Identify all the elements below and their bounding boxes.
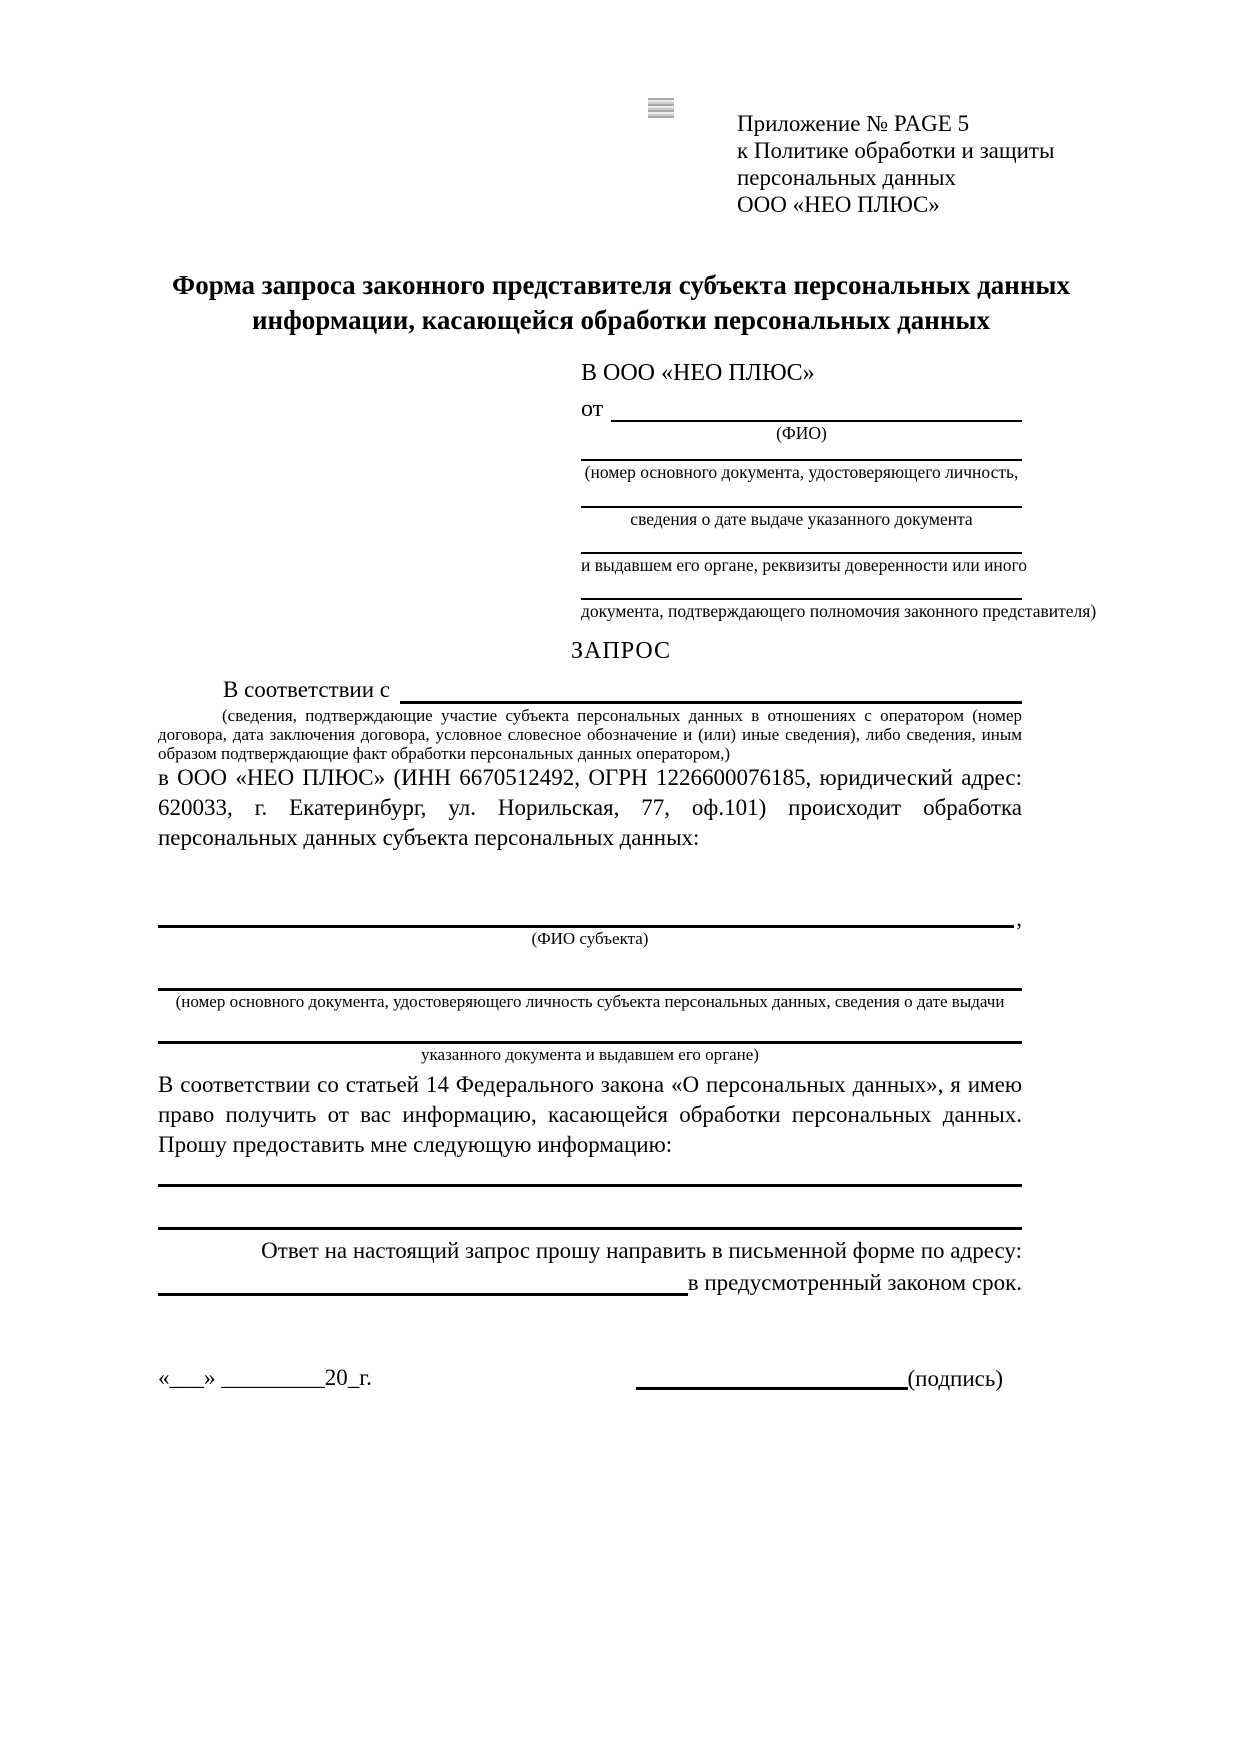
authority-document-caption: документа, подтверждающего полномочия законного представителя) [581, 601, 1097, 621]
accordance-fill-in-line [400, 701, 1022, 704]
law-paragraph: В соответствии со статьей 14 Федерального закона «О персональных данных», я имею право получить от вас информацию, касающейся обработки персональных данных. Прошу предоставить мне следующую информацию: [158, 1072, 1022, 1157]
subject-document-caption: (номер основного документа, удостоверяющего личность субъекта персональных данных, сведения о дате выдачи [175, 992, 1005, 1011]
subject-authority-fill-in-line [158, 1013, 1022, 1044]
company-name: ООО «НЕО ПЛЮС» [737, 192, 940, 217]
request-heading: ЗАПРОС [571, 638, 671, 664]
from-label: от [581, 396, 604, 422]
addressee-block [581, 356, 1097, 622]
embedded-object-artifact-icon [648, 98, 674, 118]
request-body [158, 672, 1022, 1296]
issuing-authority-fill-in-line [581, 530, 1022, 554]
subject-fio-caption: (ФИО субъекта) [531, 929, 649, 948]
appendix-number: Приложение № PAGE 5 [737, 111, 970, 136]
signature-group [636, 1364, 1003, 1394]
appendix-header [737, 110, 1054, 218]
issuing-authority-caption: и выдавшем его органе, реквизиты доверенности или иного [581, 555, 1028, 575]
signature-footer [158, 1362, 1003, 1394]
requested-info-fill-in-line-1 [158, 1160, 1022, 1187]
date-fill-in: «___» _________20_г. [158, 1365, 372, 1390]
accordance-note: (сведения, подтверждающие участие субъекта персональных данных в отношениях с оператором (номер договора, дата заключения договора, условное словесное обозначение и (или) иные сведения), либо сведения, иным образом подтверждающие факт обработки персональных данных оператором,) [158, 706, 1022, 763]
document-number-caption: (номер основного документа, удостоверяющего личность, [584, 462, 1019, 482]
appendix-policy-line2: персональных данных [737, 165, 956, 190]
document-title-line2: информации, касающейся обработки персональных данных [252, 305, 990, 335]
subject-document-fill-in-line [158, 950, 1022, 991]
signature-caption: (подпись) [907, 1366, 1003, 1391]
signature-fill-in-line [636, 1387, 908, 1390]
addressee-to: В ООО «НЕО ПЛЮС» [581, 360, 815, 386]
accordance-label: В соответствии с [223, 677, 391, 702]
document-number-fill-in-line [581, 444, 1022, 461]
authority-document-fill-in-line [581, 576, 1022, 600]
reply-address-row [158, 1266, 1022, 1296]
addressee-from-row [581, 392, 1022, 422]
reply-address-sentence: Ответ на настоящий запрос прошу направить в письменной форме по адресу: [261, 1238, 1022, 1263]
accordance-row [158, 672, 1022, 704]
issue-date-caption: сведения о дате выдаче указанного документа [630, 509, 973, 529]
subject-authority-caption: указанного документа и выдавшем его органе) [421, 1045, 759, 1064]
reply-term-text: в предусмотренный законом срок. [687, 1270, 1022, 1295]
document-title [0, 268, 1242, 338]
subject-line-comma: , [1016, 906, 1022, 931]
reply-address-fill-in-line [158, 1293, 688, 1296]
document-title-line1: Форма запроса законного представителя субъекта персональных данных [172, 270, 1070, 300]
requested-info-fill-in-line-2 [158, 1187, 1022, 1230]
subject-fio-row [158, 853, 1022, 931]
issue-date-fill-in-line [581, 483, 1022, 508]
appendix-policy-line: к Политике обработки и защиты [737, 138, 1055, 163]
operator-paragraph: в ООО «НЕО ПЛЮС» (ИНН 6670512492, ОГРН 1226600076185, юридический адрес: 620033, г. Екатеринбург, ул. Норильская, 77, оф.101) происходит обработка персональных данных субъекта персональных данных: [158, 765, 1022, 850]
fio-caption: (ФИО) [776, 423, 827, 443]
